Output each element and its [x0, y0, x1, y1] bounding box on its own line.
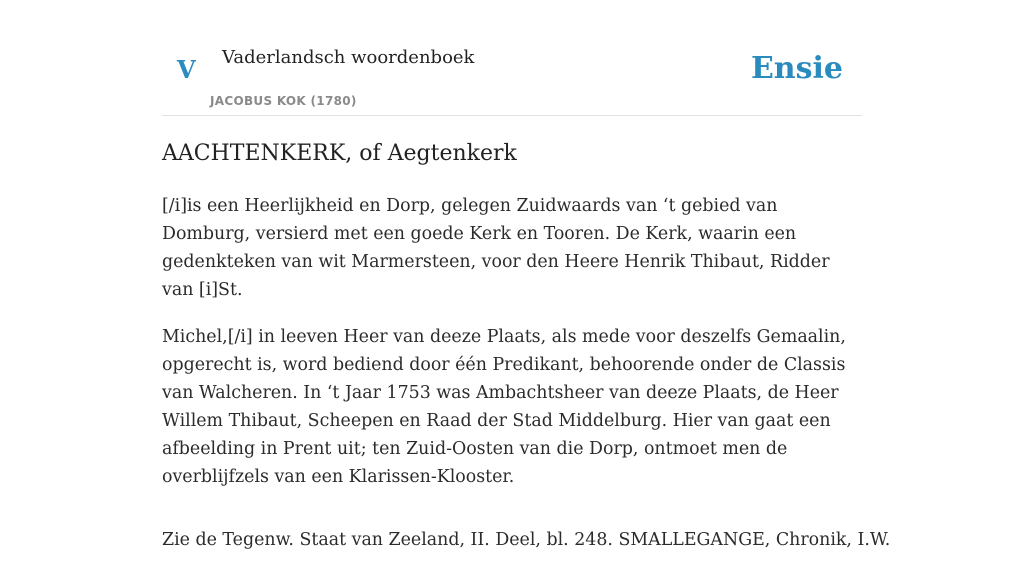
entry-paragraph: Michel,[/i] in leeven Heer van deeze Plaats, als mede voor deszelfs Gemaalin, opgerecht is, word bediend door één Predikant, behoorende onder de Classis van Walcheren. In ‘t Jaar 1753 was Ambachtsheer van deeze Plaats, de Heer Willem Thibaut, Scheepen en Raad der Stad Middelburg. Hier van gaat een afbeelding in Prent uit; ten Zuid-Oosten van die Dorp, ontmoet men de overblijfzels van een Klarissen-Klooster. — [162, 327, 846, 487]
entry-paragraph: [/i]is een Heerlijkheid en Dorp, gelegen Zuidwaards van ‘t gebied van Domburg, versierd met een goede Kerk en Tooren. De Kerk, waarin een gedenkteken van wit Marmersteen, voor den Heere Henrik Thibaut, Ridder van [i]St. — [162, 196, 830, 300]
dictionary-letter-icon[interactable]: V — [177, 55, 196, 84]
entry-content — [162, 138, 891, 573]
dictionary-author: JACOBUS KOK (1780) — [210, 94, 357, 108]
ensie-logo[interactable]: Ensie — [750, 51, 843, 86]
entry-title: AACHTENKERK, of Aegtenkerk — [162, 141, 517, 166]
site-header — [162, 0, 862, 116]
entry-reference: Zie de Tegenw. Staat van Zeeland, II. Deel, bl. 248. SMALLEGANGE, Chronik, I.W. — [162, 530, 891, 550]
dictionary-title[interactable]: Vaderlandsch woordenboek — [222, 47, 475, 68]
